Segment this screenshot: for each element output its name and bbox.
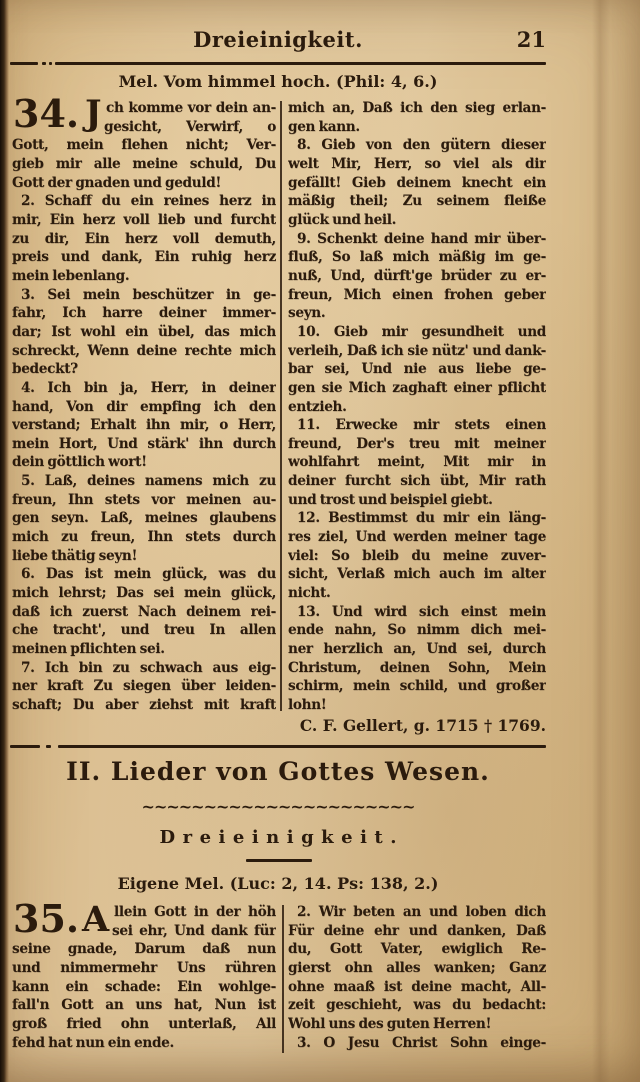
text-line: 3. O Jesu Christ Sohn einge- (297, 1034, 546, 1051)
hymn34-dropcap: J (85, 93, 102, 134)
text-line: hand, Von dir empfing ich den (12, 398, 276, 415)
text-line: meinen pflichten sei. (12, 641, 165, 658)
text-line: und nimmermehr Uns rühren (12, 959, 276, 976)
header-rule-dot (42, 62, 46, 65)
section-heading: II. Lieder von Gottes Wesen. (66, 757, 490, 786)
column-divider (280, 101, 282, 711)
text-line: daß ich zuerst Nach deinem rei- (12, 603, 276, 620)
header-rule-dot (49, 62, 52, 65)
text-line: Gott der gnaden und geduld! (12, 174, 222, 191)
text-line: fall'n Gott an uns hat, Nun ist (12, 997, 276, 1014)
hymn35-melody-line: Eigene Mel. (Luc: 2, 14. Ps: 138, 2.) (117, 874, 439, 893)
text-line: viel: So bleib du meine zuver- (288, 547, 546, 564)
text-line: gen kann. (288, 118, 360, 135)
text-line: mir, Ein herz voll lieb und furcht (12, 211, 276, 228)
text-line: freund, Der's treu mit meiner (288, 435, 546, 452)
text-line: du, Gott Vater, ewiglich Re- (288, 941, 546, 958)
text-line: schaft; Du aber ziehst mit kraft (12, 697, 276, 713)
running-head-title: Dreieinigkeit. (193, 27, 363, 52)
text-line: llein Gott in der höh (114, 904, 276, 920)
text-line: mich zu freun, Ihn stets durch (12, 529, 276, 546)
text-line: Wohl uns des guten Herren! (288, 1015, 492, 1032)
text-line: sicht, Verlaß mich auch im alter (288, 566, 546, 583)
text-line: seyn. (288, 305, 326, 322)
header-rule (55, 62, 546, 65)
section-rule-dash (10, 745, 40, 748)
subheading-rule (246, 859, 312, 862)
text-line: 4. Ich bin ja, Herr, in deiner (21, 379, 276, 396)
text-line: freun, Mich einen frohen geber (288, 286, 546, 303)
text-line: dein göttlich wort! (12, 454, 147, 471)
hymn34-number: 34. (13, 91, 80, 136)
text-line: 12. Bestimmst du mir ein läng- (297, 510, 546, 527)
hymn34-attribution: C. F. Gellert, g. 1715 † 1769. (299, 716, 546, 735)
text-line: nuß, Und, dürft'ge brüder zu er- (288, 267, 546, 284)
text-line: ende nahn, So nimm dich mei- (288, 622, 546, 639)
text-line: gefällt! Gieb deinem knecht ein (288, 174, 546, 191)
text-line: zeit geschieht, was du bedacht: (288, 997, 546, 1014)
text-line: zu dir, Ein herz voll demuth, (12, 230, 276, 247)
text-line: bedeckt? (12, 361, 78, 378)
text-line: Christum, deinen Sohn, Mein (288, 659, 546, 676)
hymn34-right-column (288, 99, 546, 715)
text-line: verstand; Erhalt ihn mir, o Herr, (12, 417, 276, 434)
page-binding-edge (0, 0, 9, 1082)
text-line: welt Mir, Herr, so viel als dir (288, 155, 546, 172)
text-line: sei ehr, Und dank für (112, 922, 276, 939)
text-line: schirm, mein schild, und großer (288, 678, 546, 695)
paper-crease (592, 0, 610, 1082)
hymn35-right-column (288, 903, 546, 1052)
text-line: 7. Ich bin zu schwach aus eig- (21, 659, 276, 676)
text-line: mein Hort, Und stärk' ihn durch (12, 435, 276, 452)
hymn35-number: 35. (13, 896, 80, 941)
text-line: gesicht, Verwirf, o (104, 118, 276, 135)
text-line: ner kraft Zu siegen über leiden- (12, 678, 276, 695)
text-line: 10. Gieb mir gesundheit und (297, 323, 546, 340)
text-line: preis und dank, Ein ruhig herz (12, 249, 276, 266)
text-line: Für deine ehr und danken, Daß (288, 922, 546, 939)
page-number: 21 (516, 27, 546, 52)
text-line: 6. Das ist mein glück, was du (21, 566, 276, 583)
text-line: gen sie Mich zaghaft einer pflicht (288, 379, 546, 396)
text-line: lohn! (288, 697, 327, 713)
text-line: seine gnade, Darum daß nun (12, 941, 276, 958)
section-subheading: Dreieinigkeit. (159, 827, 405, 848)
text-line: 8. Gieb von den gütern dieser (297, 137, 546, 154)
hymn34-left-column (12, 99, 276, 715)
text-line: 5. Laß, deines namens mich zu (21, 473, 276, 490)
text-line: che tracht', und treu In allen (12, 622, 276, 639)
text-line: nicht. (288, 585, 331, 602)
text-line: kann ein schade: Ein wohlge- (12, 978, 276, 995)
text-line: entzieh. (288, 398, 347, 415)
text-line: schreckt, Wenn deine rechte mich (12, 342, 276, 359)
column-divider (282, 905, 284, 1053)
text-line: bar sei, Und nie aus liebe ge- (288, 361, 546, 378)
text-line: res ziel, Und werden meiner tage (288, 529, 546, 546)
text-line: deiner furcht sich übt, Mir rath (288, 473, 546, 490)
wavy-divider: ~~~~~~~~~~~~~~~~~~~~~~ (141, 797, 415, 816)
text-line: gen seyn. Laß, meines glaubens (12, 510, 276, 527)
text-line: 2. Wir beten an und loben dich (297, 904, 546, 920)
text-line: Gott, mein flehen nicht; Ver- (12, 137, 276, 154)
section-rule-dot (46, 745, 51, 748)
text-line: mein lebenlang. (12, 267, 130, 284)
text-line: 2. Schaff du ein reines herz in (21, 193, 276, 210)
text-line: glück und heil. (288, 211, 397, 228)
text-line: gierst ohn alles wanken; Ganz (288, 959, 546, 976)
text-line: und trost und beispiel giebt. (288, 491, 493, 508)
text-line: 9. Schenkt deine hand mir über- (297, 230, 546, 247)
text-line: freun, Ihn stets vor meinen au- (12, 491, 276, 508)
text-line: dar; Ist wohl ein übel, das mich (12, 323, 276, 340)
text-line: liebe thätig seyn! (12, 547, 138, 564)
text-line: fahr, Ich harre deiner immer- (12, 305, 276, 322)
hymn34-melody-line: Mel. Vom himmel hoch. (Phil: 4, 6.) (118, 72, 438, 91)
text-line: 3. Sei mein beschützer in ge- (21, 286, 276, 303)
header-rule-dash (10, 62, 38, 65)
text-line: mich an, Daß ich den sieg erlan- (288, 100, 546, 116)
section-rule (58, 745, 546, 748)
text-line: gieb mir alle meine schuld, Du (12, 155, 276, 172)
text-line: 13. Und wird sich einst mein (297, 603, 546, 620)
hymn35-left-column (12, 899, 276, 1052)
text-line: fehd hat nun ein ende. (12, 1034, 174, 1051)
text-line: verleih, Daß ich sie nütz' und dank- (288, 342, 546, 359)
text-line: ch komme vor dein an- (106, 100, 276, 116)
text-line: wohlfahrt meint, Mit mir in (288, 454, 546, 471)
text-line: fluß, So laß mich mäßig im ge- (288, 249, 546, 266)
text-line: 11. Erwecke mir stets einen (297, 417, 546, 434)
text-line: mäßig theil; Zu seinem fleiße (288, 193, 546, 210)
text-line: groß fried ohn unterlaß, All (12, 1015, 276, 1032)
hymn35-dropcap: A (82, 899, 110, 940)
text-line: ner herzlich an, Und sei, durch (288, 641, 546, 658)
text-line: mich lehrst; Das sei mein glück, (12, 585, 276, 602)
text-line: ohne maaß ist deine macht, All- (288, 978, 546, 995)
